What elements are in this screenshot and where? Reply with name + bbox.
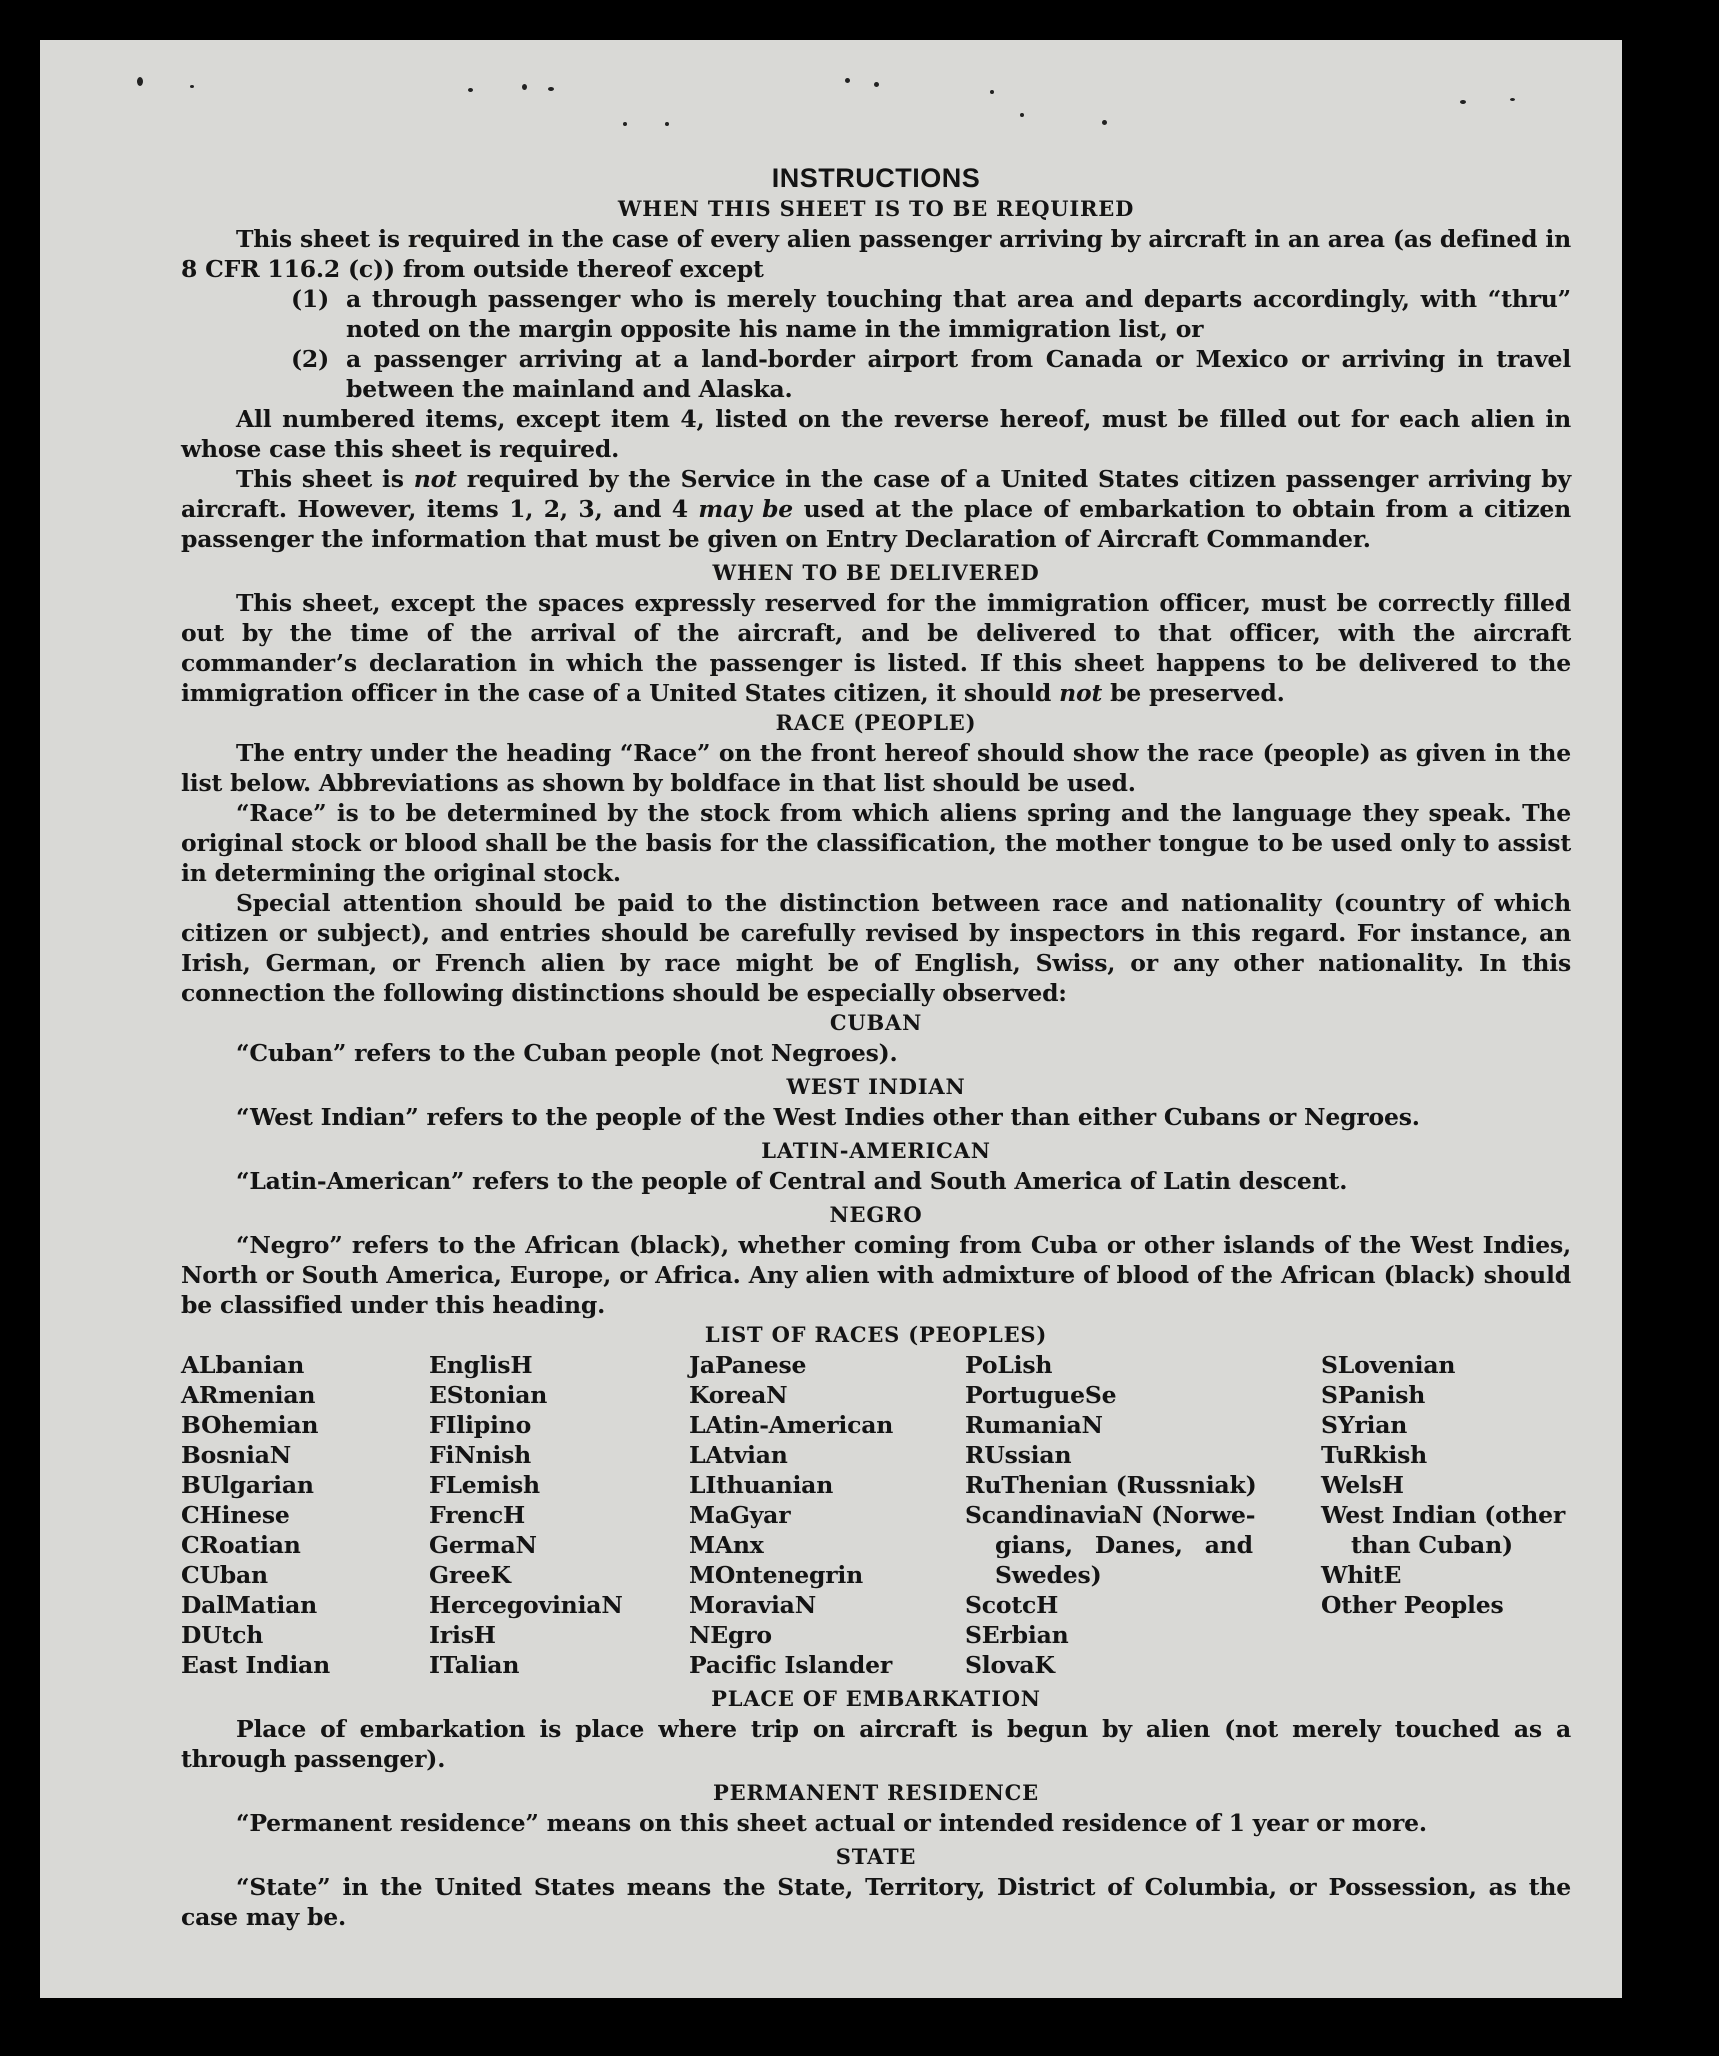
heading-permanent-residence: PERMANENT RESIDENCE xyxy=(713,1780,1039,1805)
race-entry: WhitE xyxy=(1321,1561,1402,1589)
race-entry: CHinese xyxy=(181,1501,290,1529)
scan-speck xyxy=(548,87,554,91)
scan-speck xyxy=(137,77,143,86)
races-column-2 xyxy=(429,1350,689,1680)
race-entry: West Indian (other xyxy=(1321,1501,1566,1529)
text-run: This sheet is xyxy=(236,465,414,493)
race-entry: FIlipino xyxy=(429,1411,532,1439)
scan-speck xyxy=(1510,98,1515,101)
race-paragraph-2: “Race” is to be determined by the stock from which aliens spring and the language they speak. The original stock or blood shall be the basis for the classification, the mother tongue to be used only to assist in determining the original stock. xyxy=(181,799,1571,887)
scan-speck xyxy=(190,85,194,88)
race-entry: ScandinaviaN (Norwe- xyxy=(965,1501,1256,1529)
item-number: (1) xyxy=(291,285,329,313)
race-entry: GreeK xyxy=(429,1561,511,1589)
exception-item-1 xyxy=(291,284,1571,344)
scan-speck xyxy=(874,82,879,87)
scan-speck xyxy=(468,88,473,92)
residence-paragraph: “Permanent residence” means on this sheet actual or intended residence of 1 year or more. xyxy=(236,1809,1427,1837)
race-entry: MAnx xyxy=(689,1531,764,1559)
scan-speck xyxy=(522,84,527,90)
heading-negro: NEGRO xyxy=(829,1202,923,1227)
text-run: This sheet, except the spaces expressly reserved for the immigration officer, must be correctly filled out by the time of the arrival of the aircraft, and be delivered to that officer, with the aircraft commander’s declaration in which the passenger is listed. If this sheet happens to be delivered to the immigration officer in the case of a United States citizen, it should xyxy=(181,589,1571,707)
race-entry: TuRkish xyxy=(1321,1441,1428,1469)
delivered-paragraph xyxy=(181,588,1571,708)
exception-item-2 xyxy=(291,344,1571,404)
item-text: a passenger arriving at a land-border airport from Canada or Mexico or arriving in travel between the mainland and Alaska. xyxy=(346,345,1571,403)
page-title: INSTRUCTIONS xyxy=(771,163,981,193)
numbered-items-paragraph: All numbered items, except item 4, listed on the reverse hereof, must be filled out for each alien in whose case this sheet is required. xyxy=(181,405,1571,463)
race-entry: ScotcH xyxy=(965,1591,1059,1619)
not-required-paragraph xyxy=(181,464,1571,554)
race-entry: ARmenian xyxy=(181,1381,316,1409)
race-entry-continuation: than Cuban) xyxy=(1351,1531,1513,1559)
race-entry: RumaniaN xyxy=(965,1411,1103,1439)
race-entry-continuation: gians, Danes, and xyxy=(995,1531,1253,1559)
race-entry: LAtin-American xyxy=(689,1411,894,1439)
race-entry: EStonian xyxy=(429,1381,548,1409)
scan-speck xyxy=(623,122,627,126)
scan-speck xyxy=(990,90,994,94)
scan-speck xyxy=(665,122,669,126)
race-entry: Other Peoples xyxy=(1321,1591,1504,1619)
scan-speck xyxy=(845,78,850,83)
race-entry: EnglisH xyxy=(429,1351,533,1379)
heading-when-delivered: WHEN TO BE DELIVERED xyxy=(712,560,1040,585)
race-entry: GermaN xyxy=(429,1531,537,1559)
race-entry: BOhemian xyxy=(181,1411,319,1439)
item-number: (2) xyxy=(291,345,329,373)
race-entry: ALbanian xyxy=(181,1351,305,1379)
race-entry: FiNnish xyxy=(429,1441,532,1469)
races-column-4 xyxy=(965,1350,1321,1680)
emphasis: may be xyxy=(698,495,794,523)
races-table xyxy=(181,1350,1571,1680)
cuban-paragraph: “Cuban” refers to the Cuban people (not Negroes). xyxy=(236,1039,898,1067)
race-entry: SPanish xyxy=(1321,1381,1426,1409)
negro-paragraph: “Negro” refers to the African (black), whether coming from Cuba or other islands of the West Indies, North or South America, Europe, or Africa. Any alien with admixture of blood of the African (black) should be classified under this heading. xyxy=(181,1231,1571,1319)
race-entry: WelsH xyxy=(1321,1471,1404,1499)
heading-when-required: WHEN THIS SHEET IS TO BE REQUIRED xyxy=(617,196,1135,221)
race-entry: JaPanese xyxy=(689,1351,807,1379)
race-entry: MoraviaN xyxy=(689,1591,816,1619)
heading-cuban: CUBAN xyxy=(829,1010,923,1035)
race-entry: ITalian xyxy=(429,1651,520,1679)
race-entry: MaGyar xyxy=(689,1501,791,1529)
race-entry: SLovenian xyxy=(1321,1351,1456,1379)
race-entry: DUtch xyxy=(181,1621,264,1649)
races-column-5 xyxy=(1321,1350,1571,1680)
text-run: used at the place of embarkation to obtain from a citizen passenger the information that must be given on Entry Declaration of Aircraft Commander. xyxy=(181,495,1571,553)
item-text: a through passenger who is merely touching that area and departs accordingly, with “thru” noted on the margin opposite his name in the immigration list, or xyxy=(346,285,1571,343)
race-paragraph-3: Special attention should be paid to the distinction between race and nationality (country of which citizen or subject), and entries should be carefully revised by inspectors in this regard. For instance, an Irish, German, or French alien by race might be of English, Swiss, or any other nationality. In this connection the following distinctions should be especially observed: xyxy=(181,889,1571,1007)
race-entry: DalMatian xyxy=(181,1591,318,1619)
required-intro: This sheet is required in the case of every alien passenger arriving by aircraft in an area (as defined in 8 CFR 116.2 (c)) from outside thereof except xyxy=(181,225,1571,283)
scan-speck xyxy=(1020,113,1024,117)
west-indian-paragraph: “West Indian” refers to the people of the West Indies other than either Cubans or Negroes. xyxy=(236,1103,1420,1131)
race-entry: FLemish xyxy=(429,1471,540,1499)
race-entry: HercegoviniaN xyxy=(429,1591,623,1619)
race-entry: RUssian xyxy=(965,1441,1072,1469)
race-entry: PortugueSe xyxy=(965,1381,1117,1409)
race-entry: East Indian xyxy=(181,1651,330,1679)
race-entry: SYrian xyxy=(1321,1411,1408,1439)
heading-race: RACE (PEOPLE) xyxy=(775,710,977,735)
emphasis: not xyxy=(413,465,457,493)
instructions-body xyxy=(181,162,1571,1932)
race-entry: SlovaK xyxy=(965,1651,1055,1679)
heading-west-indian: WEST INDIAN xyxy=(786,1074,966,1099)
scan-speck xyxy=(1460,100,1466,104)
race-entry: BosniaN xyxy=(181,1441,292,1469)
race-entry: KoreaN xyxy=(689,1381,788,1409)
race-entry: CRoatian xyxy=(181,1531,301,1559)
race-entry: PoLish xyxy=(965,1351,1053,1379)
race-entry: NEgro xyxy=(689,1621,772,1649)
scan-speck xyxy=(1102,120,1107,125)
race-paragraph-1: The entry under the heading “Race” on the front hereof should show the race (people) as given in the list below. Abbreviations as shown by boldface in that list should be used. xyxy=(181,739,1571,797)
race-entry: CUban xyxy=(181,1561,268,1589)
race-entry: SErbian xyxy=(965,1621,1069,1649)
race-entry: BUlgarian xyxy=(181,1471,314,1499)
heading-state: STATE xyxy=(835,1844,917,1869)
race-entry: LIthuanian xyxy=(689,1471,834,1499)
race-entry: MOntenegrin xyxy=(689,1561,864,1589)
race-entry: IrisH xyxy=(429,1621,496,1649)
races-column-3 xyxy=(689,1350,965,1680)
race-entry: FrencH xyxy=(429,1501,526,1529)
race-entry: LAtvian xyxy=(689,1441,788,1469)
text-run: be preserved. xyxy=(1102,679,1285,707)
heading-list-of-races: LIST OF RACES (PEOPLES) xyxy=(704,1322,1048,1347)
latin-american-paragraph: “Latin-American” refers to the people of Central and South America of Latin descent. xyxy=(236,1167,1348,1195)
race-entry-continuation: Swedes) xyxy=(995,1561,1102,1589)
heading-embarkation: PLACE OF EMBARKATION xyxy=(711,1686,1041,1711)
text-run: required by the Service in the case of a United States citizen passenger arriving by aircraft. However, items 1, 2, 3, and 4 xyxy=(181,465,1571,523)
document-sheet xyxy=(40,40,1622,1998)
state-paragraph: “State” in the United States means the State, Territory, District of Columbia, or Possession, as the case may be. xyxy=(181,1873,1571,1931)
emphasis: not xyxy=(1059,679,1103,707)
races-column-1 xyxy=(181,1350,429,1680)
race-entry: Pacific Islander xyxy=(689,1651,893,1679)
embarkation-paragraph: Place of embarkation is place where trip on aircraft is begun by alien (not merely touched as a through passenger). xyxy=(181,1715,1571,1773)
heading-latin-american: LATIN-AMERICAN xyxy=(761,1138,991,1163)
race-entry: RuThenian (Russniak) xyxy=(965,1471,1257,1499)
